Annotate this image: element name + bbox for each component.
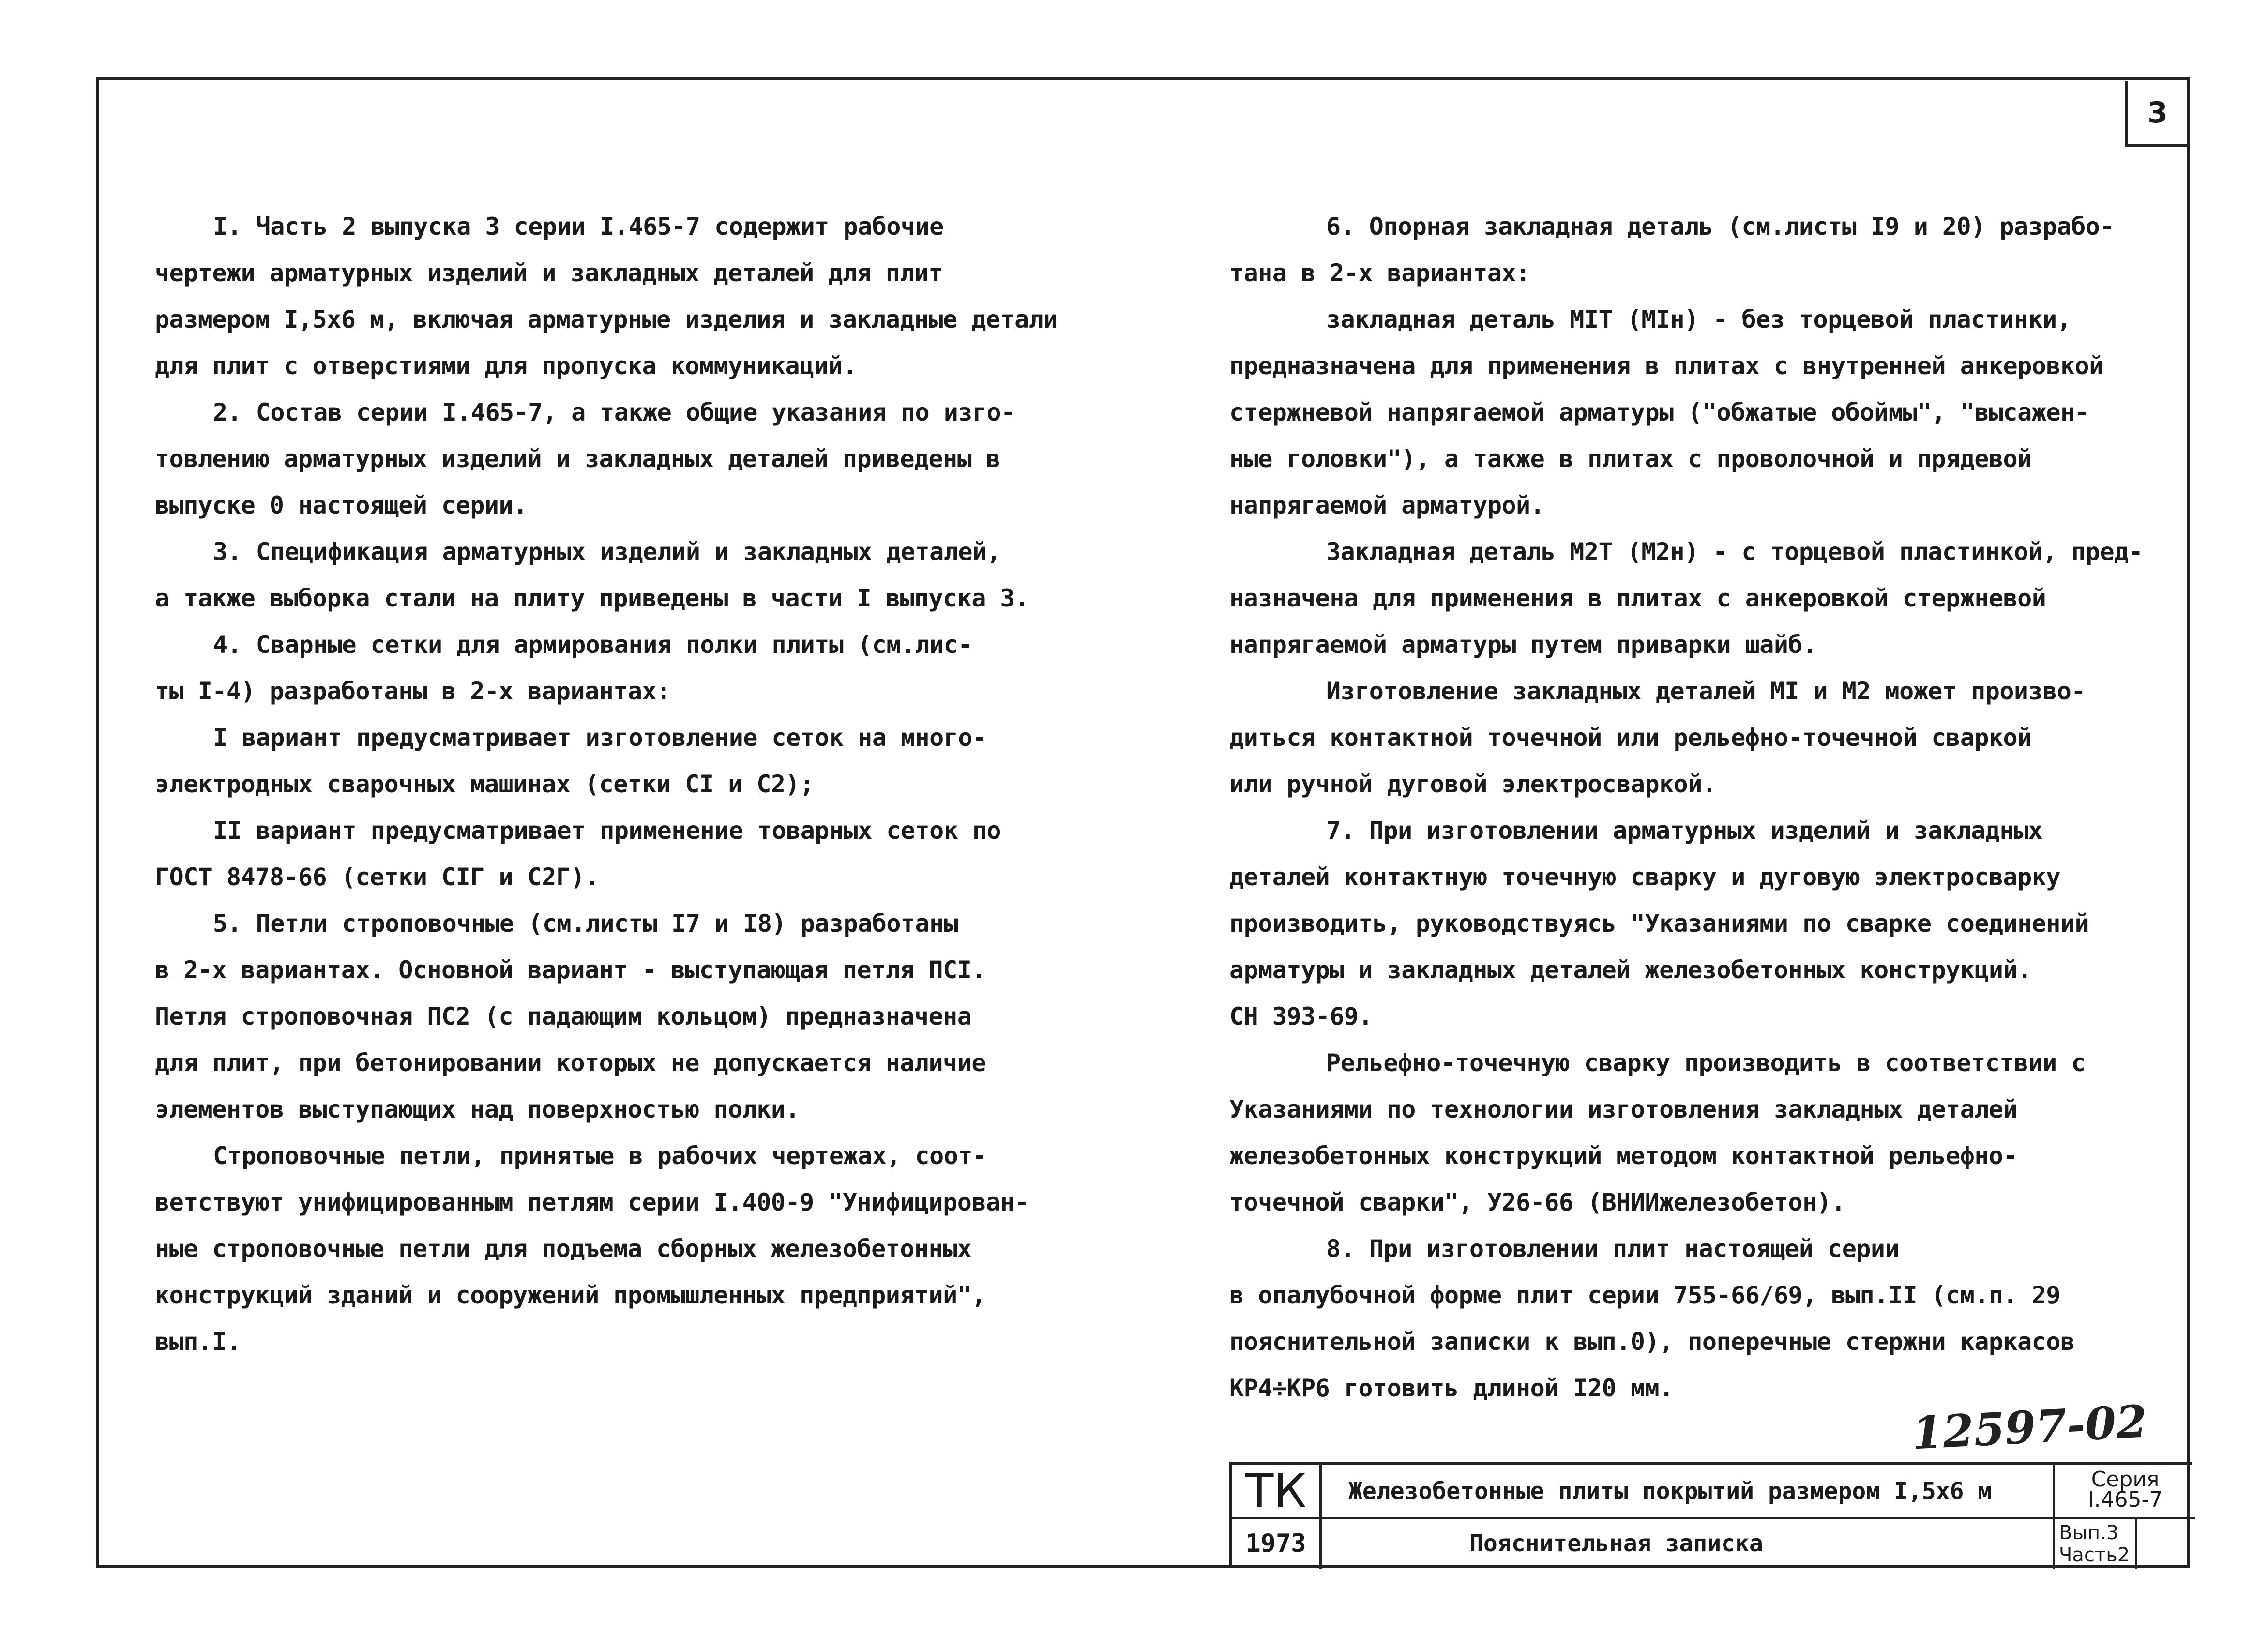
title-block-title: Железобетонные плиты покрытий размером I,5x6 м: [1348, 1478, 1992, 1505]
text-line: I вариант предусматривает изготовление сеток на много-: [213, 724, 987, 752]
text-line: элементов выступающих над поверхностью полки.: [155, 1095, 800, 1123]
text-line: производить, руководствуясь "Указаниями по сварке соединений: [1229, 909, 2089, 938]
text-line: арматуры и закладных деталей железобетонных конструкций.: [1229, 956, 2032, 984]
text-line: для плит с отверстиями для пропуска коммуникаций.: [155, 352, 857, 380]
title-block-subtitle: Пояснительная записка: [1469, 1529, 1763, 1557]
text-line: Рельефно-точечную сварку производить в соответствии с: [1326, 1049, 2086, 1077]
text-line: пояснительной записки к вып.0), поперечные стержни каркасов: [1229, 1328, 2075, 1356]
text-line: выпуске 0 настоящей серии.: [155, 491, 528, 519]
title-block-series: [2055, 1465, 2195, 1518]
text-line: 5. Петли строповочные (см.листы I7 и I8) разработаны: [213, 909, 958, 938]
text-line: предназначена для применения в плитах с внутренней анкеровкой: [1229, 352, 2103, 380]
text-line: II вариант предусматривает применение товарных сеток по: [213, 817, 1001, 845]
title-block: [1229, 1462, 2192, 1568]
text-line: напрягаемой арматуры путем приварки шайб.: [1229, 631, 1817, 659]
text-line: 7. При изготовлении арматурных изделий и закладных: [1326, 817, 2043, 845]
text-line: Строповочные петли, принятые в рабочих чертежах, соот-: [213, 1142, 987, 1170]
text-line: ветствуют унифицированным петлям серии I.400-9 "Унифицирован-: [155, 1188, 1029, 1216]
text-line: ты I-4) разработаны в 2-х вариантах:: [155, 677, 671, 705]
text-line: напрягаемой арматурой.: [1229, 491, 1545, 519]
text-line: вып.I.: [155, 1328, 241, 1356]
text-line: СН 393-69.: [1229, 1002, 1373, 1030]
handwritten-document-number: 12597-02: [1910, 1395, 2148, 1460]
text-line: Изготовление закладных деталей МI и М2 может произво-: [1326, 677, 2086, 705]
title-block-year: 1973: [1245, 1529, 1306, 1558]
text-line: ные строповочные петли для подъема сборных железобетонных: [155, 1235, 972, 1263]
part-number: Часть2: [2059, 1544, 2130, 1566]
text-line: 6. Опорная закладная деталь (см.листы I9 и 20) разрабо-: [1326, 212, 2115, 241]
left-text-column: [155, 203, 1058, 1365]
text-line: размером I,5x6 м, включая арматурные изделия и закладные детали: [155, 305, 1058, 333]
series-label: Серия: [2091, 1467, 2160, 1492]
text-line: а также выборка стали на плиту приведены в части I выпуска 3.: [155, 584, 1029, 612]
text-line: чертежи арматурных изделий и закладных деталей для плит: [155, 259, 943, 287]
text-line: диться контактной точечной или рельефно-точечной сваркой: [1229, 724, 2032, 752]
issue-number: Вып.3: [2059, 1522, 2119, 1544]
text-line: деталей контактную точечную сварку и дуговую электросварку: [1229, 863, 2060, 891]
text-line: для плит, при бетонировании которых не допускается наличие: [155, 1049, 986, 1077]
text-line: или ручной дуговой электросваркой.: [1229, 770, 1717, 798]
text-line: закладная деталь МIТ (МIн) - без торцевой пластинки,: [1326, 305, 2071, 333]
text-line: 4. Сварные сетки для армирования полки плиты (см.лис-: [213, 631, 972, 659]
text-line: электродных сварочных машинах (сетки CI и C2);: [155, 770, 814, 798]
text-line: ГОСТ 8478-66 (сетки CIГ и C2Г).: [155, 863, 599, 891]
text-line: 2. Состав серии I.465-7, а также общие указания по изго-: [213, 398, 1015, 426]
text-line: в 2-х вариантах. Основной вариант - выступающая петля ПСI.: [155, 956, 986, 984]
text-line: Указаниями по технологии изготовления закладных деталей: [1229, 1095, 2018, 1123]
text-line: КР4÷КР6 готовить длиной I20 мм.: [1229, 1374, 1674, 1402]
right-text-column: [1229, 203, 2143, 1411]
text-line: назначена для применения в плитах с анкеровкой стержневой: [1229, 584, 2046, 612]
series-value: I.465-7: [2087, 1487, 2163, 1512]
text-line: I. Часть 2 выпуска 3 серии I.465-7 содержит рабочие: [213, 212, 944, 241]
text-line: 8. При изготовлении плит настоящей серии: [1326, 1235, 1900, 1263]
text-line: товлению арматурных изделий и закладных деталей приведены в: [155, 445, 1000, 473]
text-line: 3. Спецификация арматурных изделий и закладных деталей,: [213, 538, 1001, 566]
text-line: в опалубочной форме плит серии 755-66/69, вып.II (см.п. 29: [1229, 1281, 2060, 1309]
title-block-issue: [2055, 1518, 2137, 1569]
text-line: Закладная деталь М2Т (М2н) - с торцевой пластинкой, пред-: [1326, 538, 2143, 566]
text-line: стержневой напрягаемой арматуры ("обжатые обоймы", "высажен-: [1229, 398, 2089, 426]
text-line: конструкций зданий и сооружений промышленных предприятий",: [155, 1281, 986, 1309]
text-line: тана в 2-х вариантах:: [1229, 259, 1530, 287]
text-line: железобетонных конструкций методом контактной рельефно-: [1229, 1142, 2018, 1170]
page-number: 3: [2125, 81, 2188, 147]
text-line: Петля строповочная ПС2 (с падающим кольцом) предназначена: [155, 1002, 972, 1030]
title-block-org: ТК: [1245, 1464, 1307, 1518]
text-line: точечной сварки", У26-66 (ВНИИжелезобетон).: [1229, 1188, 1845, 1216]
text-line: ные головки"), а также в плитах с проволочной и прядевой: [1229, 445, 2032, 473]
